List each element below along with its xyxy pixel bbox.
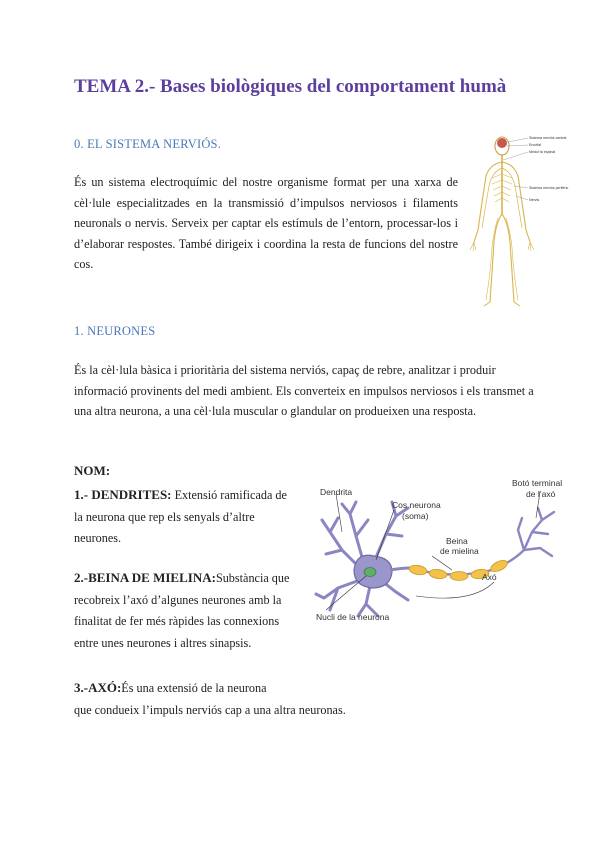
brain-shape bbox=[497, 138, 507, 148]
axon-terminal bbox=[518, 518, 524, 550]
label-terminal-2: de l’axó bbox=[526, 489, 556, 499]
label-axon: Axó bbox=[482, 572, 497, 582]
page-title: TEMA 2.- Bases biològiques del comportament humà bbox=[74, 76, 507, 97]
leader-dendrite bbox=[336, 494, 342, 532]
body-label-2: Medul·la espinal bbox=[529, 150, 556, 154]
nucleus-shape bbox=[364, 568, 376, 577]
body-label-4: Sistema nerviós perifèric bbox=[529, 186, 569, 190]
right-arm-nerve bbox=[502, 162, 530, 242]
section-heading-neurones: 1. NEURONES bbox=[74, 324, 156, 338]
nom-label: NOM: bbox=[74, 463, 111, 478]
myelin-segment bbox=[428, 568, 447, 579]
body-label-5: Nervis bbox=[529, 198, 540, 202]
axon-terminal bbox=[524, 548, 552, 556]
myelin-segment bbox=[408, 564, 427, 576]
paragraph-neurones: És la cèl·lula bàsica i prioritària del sistema nerviós, capaç de rebre, analitzar i produir informació provinents del medi ambient. Els converteix en impulsos nerviosos i els transmet a una altra neurona, a una cèl·lula muscular o glandular on produeixen una resposta. bbox=[74, 363, 534, 418]
leader-myelin bbox=[432, 556, 452, 570]
left-leg-nerve bbox=[490, 214, 502, 302]
label-dendrite: Dendrita bbox=[320, 487, 353, 497]
axon-terminal bbox=[524, 508, 554, 550]
label-soma: Cos neurona bbox=[392, 500, 441, 510]
label-soma-2: (soma) bbox=[402, 511, 429, 521]
label-terminal: Botó terminal bbox=[512, 478, 563, 488]
dendrite-branch bbox=[316, 580, 360, 610]
myelin-segment bbox=[450, 572, 468, 581]
body-label-1: Encèfal bbox=[529, 143, 541, 147]
leader-axon bbox=[416, 582, 494, 598]
item-term: 1.- DENDRITES: bbox=[74, 487, 172, 502]
item-term: 2.-BEINA DE MIELINA: bbox=[74, 570, 216, 585]
label-myelin: Beina bbox=[446, 536, 468, 546]
body-nervous-system-svg bbox=[462, 132, 572, 308]
right-leg-nerve bbox=[502, 214, 514, 302]
item-axo: 3.-AXÓ:És una extensió de la neurona que condueix l’impuls nerviós cap a una altra neuronas. bbox=[74, 680, 346, 717]
label-nucleus: Nucli de la neurona bbox=[316, 612, 390, 622]
label-myelin-2: de mielina bbox=[440, 546, 479, 556]
item-dendrites: 1.- DENDRITES: Extensió ramificada de la neurona que rep els senyals d’altre neurones. bbox=[74, 487, 287, 545]
neuron-figure bbox=[312, 470, 588, 630]
paragraph-sistema-nervios: És un sistema electroquímic del nostre organisme format per una xarxa de cèl·lule especialitzades en la transmissió d’impulsos nerviosos i filaments neuronals o nervis. Serveix per captar els estímuls de l’entorn, processar-los i d’elaborar respostes. També dirigeix i coordina la resta de funcions del nostre cos. bbox=[74, 175, 458, 271]
body-label-0: Sistema nerviós central bbox=[529, 136, 567, 140]
section-heading-sistema-nervios: 0. EL SISTEMA NERVIÓS. bbox=[74, 137, 222, 151]
left-arm-nerve bbox=[474, 162, 502, 242]
nervous-system-figure bbox=[462, 132, 572, 308]
item-term: 3.-AXÓ: bbox=[74, 680, 122, 695]
item-beina-mielina: 2.-BEINA DE MIELINA:Substància que recobreix l’axó d’algunes neurones amb la finalitat de fer més ràpides las connexions entre unes neurones i altres sinapsis. bbox=[74, 570, 290, 650]
neuron-svg bbox=[312, 470, 588, 630]
